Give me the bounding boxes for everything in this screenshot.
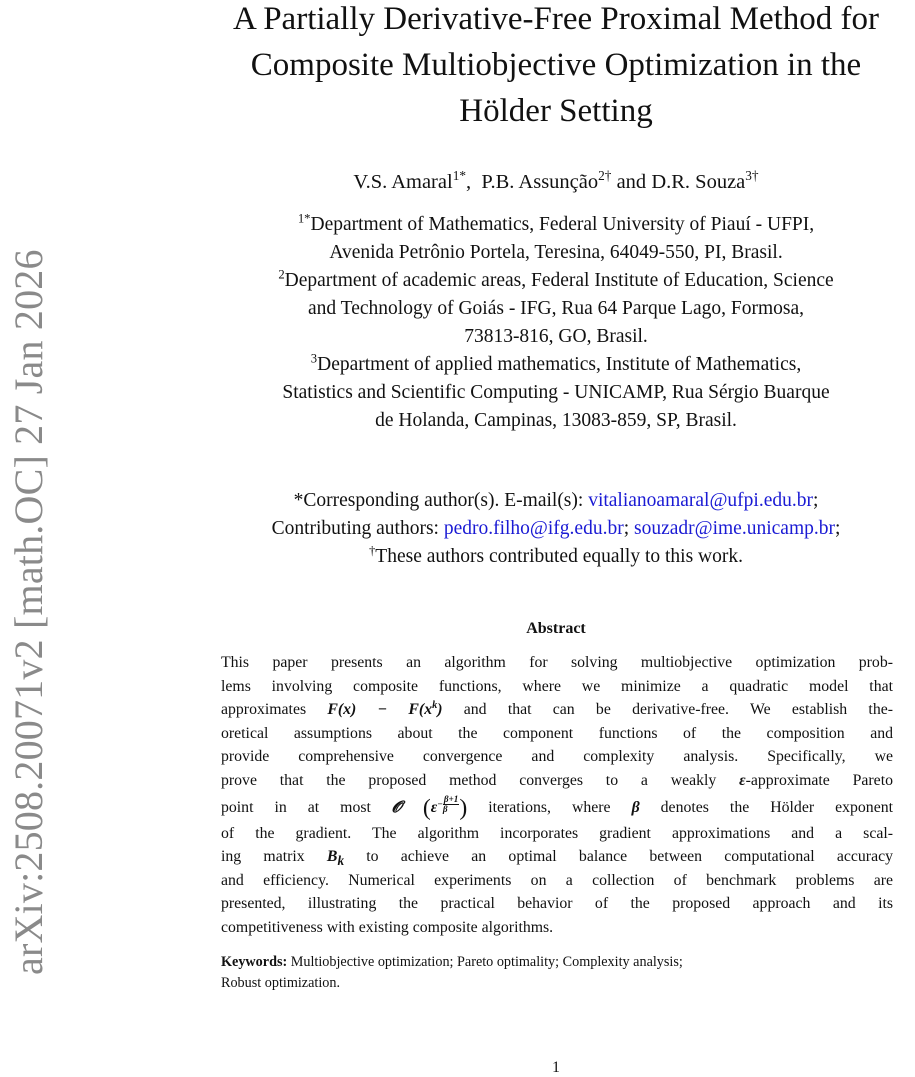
text: -approximate Pareto: [745, 771, 893, 789]
author-mark: 3†: [745, 168, 759, 184]
affiliation-mark: 3: [310, 351, 318, 366]
author-separator: and: [611, 171, 652, 193]
affiliation-line: 73813-816, GO, Brasil.: [464, 326, 648, 347]
affiliation-2: [195, 267, 915, 351]
title-line: Composite Multiobjective Optimization in the: [250, 47, 862, 83]
affiliation-line: Statistics and Scientific Computing - UNICAMP, Rua Sérgio Buarque: [282, 382, 830, 403]
math-text: F(x) − F(x: [327, 701, 433, 719]
abstract-line: [221, 769, 893, 793]
math-epsilon: ε: [739, 771, 746, 789]
abstract-line: This paper presents an algorithm for solving multiobjective optimization prob-: [221, 654, 893, 671]
affiliation-line: Department of academic areas, Federal Institute of Education, Science: [284, 270, 834, 291]
author-separator: ,: [466, 171, 482, 193]
exponent-fraction: − $\frac{\beta+1}{\beta}$: [437, 793, 459, 814]
corresponding-label: *Corresponding author(s). E-mail(s):: [293, 490, 589, 511]
abstract-line: [221, 845, 893, 869]
big-o: 𝓞: [391, 798, 402, 816]
fraction-denominator: β: [442, 803, 448, 814]
math-epsilon: ε: [430, 798, 438, 816]
contact-info: *Corresponding author(s). E-mail(s): vitalianoamaral@ufpi.edu.br; Contributing authors: pedro.filho@ifg.edu.br; souzadr@ime.unicamp.br; †These authors contributed equally to this work.: [271, 490, 841, 567]
text: approximates: [221, 701, 328, 719]
text: to achieve an optimal balance between computational accuracy: [344, 848, 893, 866]
affiliation-mark: 1*: [297, 211, 311, 226]
author-mark: 1*: [452, 168, 466, 184]
keywords: [221, 952, 893, 994]
abstract-line: competitiveness with existing composite algorithms.: [221, 918, 554, 936]
abstract-line: presented, illustrating the practical behavior of the proposed approach and its: [221, 895, 893, 913]
text: iterations, where: [467, 798, 632, 816]
abstract-line: lems involving composite functions, where we minimize a quadratic model that: [221, 677, 893, 695]
text: point in at most: [221, 798, 392, 816]
arxiv-identifier-stamp: arXiv:2508.20071v2 [math.OC] 27 Jan 2026: [6, 249, 51, 975]
math-sup: k: [432, 700, 438, 712]
abstract-line: [221, 793, 893, 822]
keywords-text: Robust optimization.: [221, 975, 341, 991]
text: and that can be derivative-free. We establish the-: [442, 701, 893, 719]
abstract-line: oretical assumptions about the component functions of the composition and: [221, 724, 893, 742]
abstract-heading: Abstract: [526, 620, 586, 637]
affiliation-line: de Holanda, Campinas, 13083-859, SP, Brasil.: [375, 410, 737, 431]
abstract-line: of the gradient. The algorithm incorporates gradient approximations and a scal-: [221, 824, 893, 842]
math-expression: [327, 701, 442, 718]
author-name: P.B. Assunção: [481, 171, 599, 193]
equal-contribution-note: These authors contributed equally to this work.: [375, 546, 744, 567]
author-mark: 2†: [598, 168, 612, 184]
author-list: [195, 168, 915, 196]
affiliation-line: and Technology of Goiás - IFG, Rua 64 Parque Lago, Formosa,: [308, 298, 804, 319]
text: ing matrix: [221, 848, 327, 866]
title-line: Hölder Setting: [459, 93, 653, 129]
contributing-label: Contributing authors:: [271, 518, 444, 539]
abstract-body: [221, 651, 893, 940]
dagger-mark: †: [368, 543, 376, 558]
math-matrix: [326, 848, 345, 869]
fraction-numerator: β+1: [443, 793, 459, 804]
complexity-bound: 𝓞 (ε− $\frac{\beta+1}{\beta}$ ): [391, 793, 468, 821]
contributing-email-link[interactable]: pedro.filho@ifg.edu.br: [443, 518, 624, 539]
abstract-line: and efficiency. Numerical experiments on a collection of benchmark problems are: [221, 871, 893, 889]
abstract-line: provide comprehensive convergence and complexity analysis. Specifically, we: [221, 748, 893, 766]
corresponding-email-link[interactable]: vitalianoamaral@ufpi.edu.br: [588, 490, 813, 511]
affiliations: [195, 211, 915, 435]
abstract-line: [221, 698, 893, 722]
math-text: B: [326, 848, 338, 866]
affiliation-line: Avenida Petrônio Portela, Teresina, 64049-550, PI, Brasil.: [329, 242, 783, 263]
math-sub: k: [337, 853, 345, 869]
affiliation-1: [195, 211, 915, 267]
math-text: ): [437, 701, 443, 719]
math-beta: β: [631, 798, 640, 816]
text: prove that the proposed method converges to a weakly: [221, 771, 740, 789]
keywords-text: Multiobjective optimization; Pareto optimality; Complexity analysis;: [287, 954, 683, 970]
paper-title: [195, 0, 915, 134]
contributing-email-link[interactable]: souzadr@ime.unicamp.br: [634, 518, 835, 539]
affiliation-line: Department of Mathematics, Federal University of Piauí - UFPI,: [310, 214, 815, 235]
affiliation-mark: 2: [278, 267, 285, 282]
page-number: 1: [552, 1059, 560, 1076]
author-name: V.S. Amaral: [353, 171, 453, 193]
affiliation-3: [195, 351, 915, 435]
text: denotes the Hölder exponent: [639, 798, 894, 816]
title-line: A Partially Derivative-Free Proximal Method for: [232, 1, 880, 37]
keywords-label: Keywords:: [221, 954, 288, 970]
author-name: D.R. Souza: [651, 171, 746, 193]
affiliation-line: Department of applied mathematics, Institute of Mathematics,: [317, 354, 802, 375]
